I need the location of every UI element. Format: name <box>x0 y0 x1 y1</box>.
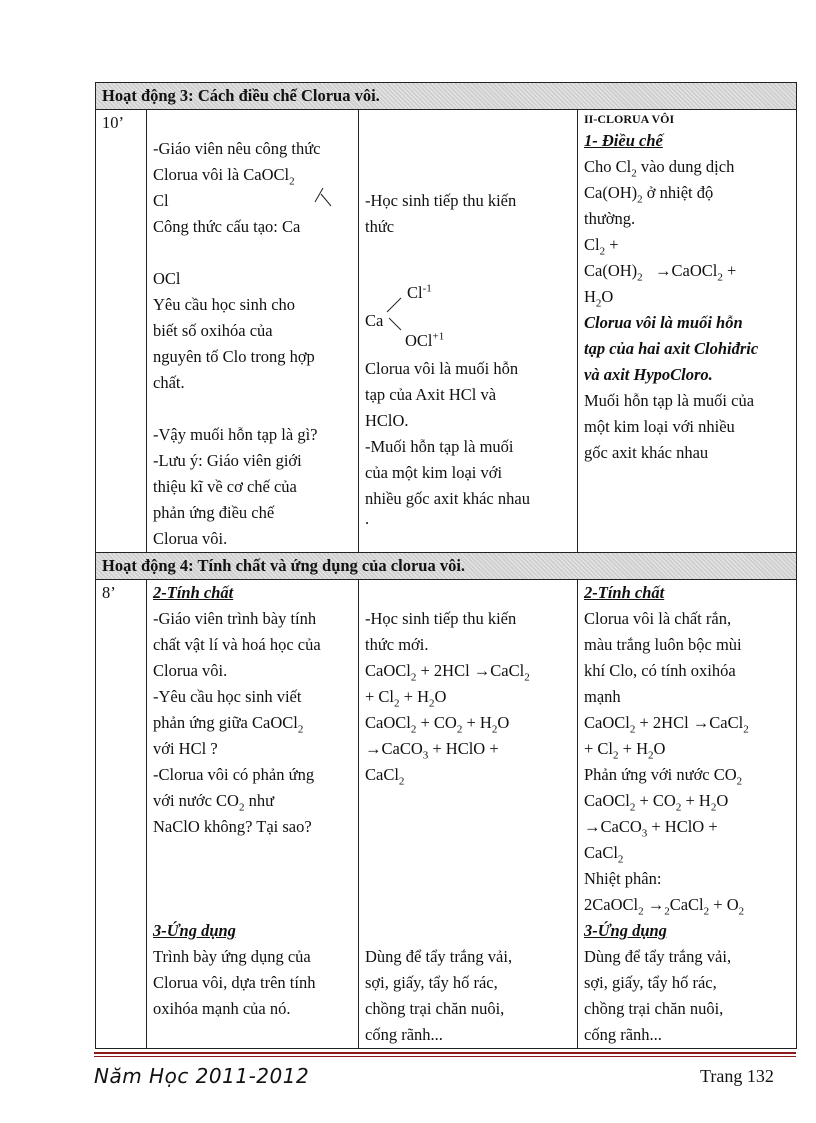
footer-school-year: Năm Học 2011-2012 <box>94 1064 310 1088</box>
activity-4-title: Tính chất và ứng dụng của clorua vôi. <box>193 556 466 575</box>
activity-3-student-cell: -Học sinh tiếp thu kiến thức $Cl^{-1}$ Ca OCl$^{+1}$ Clorua vôi là muối hỗn tạp của Axit HCl và HClO. -Muối hỗn tạp là muối của một kim loại với nhiều gốc axit khác nhau . <box>359 110 578 553</box>
footer-page-number: Trang 132 <box>700 1066 774 1086</box>
activity-4-label: Hoạt động 4: <box>102 556 194 575</box>
activity-4-content-cell: 2-Tính chất Clorua vôi là chất rắn, màu trắng luôn bộc mùi khí Clo, có tính oxihóa mạnh CaOCl$_2$ + 2HCl →CaCl$_2$ + $Cl_2 + H_2O$ Phản ứng với nước $CO_2$ CaOCl$_2$ + $CO_2 + H_2O$ →CaCO$_3$ + HClO + CaCl$_2$ Nhiệt phân: 2CaOCl$_2$ $\to_2CaCl_2 + O_2$ 3-Ứng dụng Dùng để tẩy trắng vải, sợi, giấy, tẩy hố rác, chồng trại chăn nuôi, cống rãnh... <box>578 580 797 1049</box>
activity-3-row <box>96 110 797 553</box>
activity-4-time: 8’ <box>96 580 147 1049</box>
activity-4-header-row <box>96 553 797 580</box>
activity-3-teacher-cell: -Giáo viên nêu công thức Clorua vôi là CaOCl$_2$ Cl Công thức cấu tạo: Ca OCl Yêu cầu học sinh cho biết số oxihóa của nguyên tố Clo trong hợp chất. -Vậy muối hỗn tạp là gì? -Lưu ý: Giáo viên giới thiệu kĩ về cơ chế của phản ứng điều chế Clorua vôi. <box>147 110 359 553</box>
activity-4-teacher-cell: 2-Tính chất -Giáo viên trình bày tính chất vật lí và hoá học của Clorua vôi. -Yêu cầu học sinh viết phản ứng giữa CaOCl$_2$ với HCl ? -Clorua vôi có phản ứng với nước $CO_2$ như NaClO không? Tại sao? 3-Ứng dụng Trình bày ứng dụng của Clorua vôi, dựa trên tính oxihóa mạnh của nó. <box>147 580 359 1049</box>
activity-4-header <box>96 553 797 580</box>
activity-4-student-cell: -Học sinh tiếp thu kiến thức mới. CaOCl$_2$ + 2HCl →CaCl$_2$ + $Cl_2 + H_2O$ CaOCl$_2$ + $CO_2 + H_2O$ →CaCO$_3$ + HClO + CaCl$_2$ Dùng để tẩy trắng vải, sợi, giấy, tẩy hố rác, chồng trại chăn nuôi, cống rãnh... <box>359 580 578 1049</box>
activity-3-header-row <box>96 83 797 110</box>
footer-rule-thick <box>94 1052 796 1054</box>
activity-3-time: 10’ <box>96 110 147 553</box>
activity-3-header <box>96 83 797 110</box>
activity-4-row <box>96 580 797 1049</box>
structural-formula: $Cl^{-1}$ Ca OCl$^{+1}$ <box>365 282 445 350</box>
activity-3-title: Cách điều chế Clorua vôi. <box>193 86 380 105</box>
bond-line-lower <box>319 190 339 216</box>
footer-rule-thin <box>94 1056 796 1057</box>
activity-3-label: Hoạt động 3: <box>102 86 194 105</box>
lesson-plan-table <box>95 82 797 1049</box>
activity-3-content-cell: II-CLORUA VÔI 1- Điều chế Cho $Cl_2$ vào dung dịch $Ca(OH)_2$ ở nhiệt độ thường. $Cl_2$ + $Ca(OH)_2$ →CaOCl$_2$ + $H_2O$ Clorua vôi là muối hỗn tạp của hai axit Clohiđric và axit HypoCloro. Muối hỗn tạp là muối của một kim loại với nhiều gốc axit khác nhau <box>578 110 797 553</box>
